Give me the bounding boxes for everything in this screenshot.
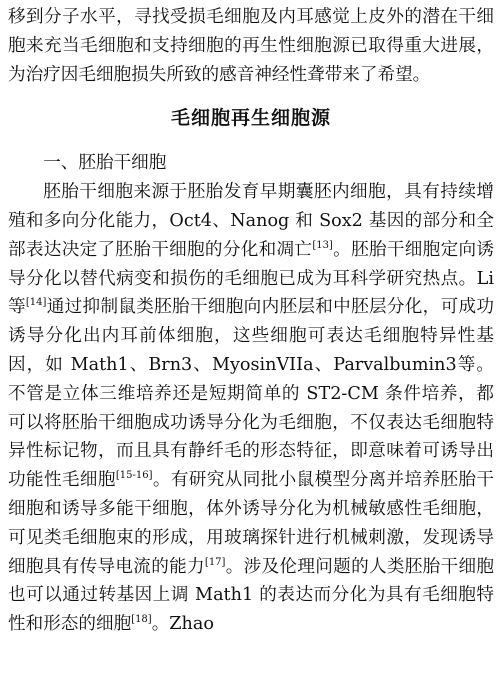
citation-14: [14]: [25, 297, 47, 309]
subsection-heading: 一、胚胎干细胞: [43, 153, 167, 174]
body-text-5: 。涉及伦理问题的人类胚胎干细胞也可以通过转基因上调 Math1 的表达而分化为具有毛细胞特性和形态的细胞: [8, 556, 494, 635]
body-text-3: 通过抑制鼠类胚胎干细胞向内胚层和中胚层分化，可成功诱导分化出内耳前体细胞，这些细胞可表达毛细胞特异性基因，如 Math1、Brn3、MyosinVIIa、Parvalbumin3等。不管是立体三维培养还是短期简单的 ST2-CM 条件培养，都可以将胚胎干细胞成功诱导分化为毛细胞，不仅表达毛细胞特异性标记物，而且具有静纤毛的形态特征，即意味着可诱导出功能性毛细胞: [8, 297, 494, 491]
body-text-2: 。胚胎干细胞定向诱导分化以替代病变和损伤的毛细胞已成为耳科学研究热点。Li 等: [8, 239, 494, 318]
body-text-6: 。Zhao: [151, 614, 214, 635]
body-text-4: 。有研究从同批小鼠模型分离并培养胚胎干细胞和诱导多能干细胞，体外诱导分化为机械敏感性毛细胞，可见类毛细胞束的形成，用玻璃探针进行机械刺激，发现诱导细胞具有传导电流的能力: [8, 470, 494, 577]
body-text-1: 胚胎干细胞来源于胚胎发育早期囊胚内细胞，具有持续增殖和多向分化能力，Oct4、Nanog 和 Sox2 基因的部分和全部表达决定了胚胎干细胞的分化和凋亡: [8, 182, 494, 260]
body-paragraph: [8, 178, 494, 639]
section-heading: 毛细胞再生细胞源: [170, 107, 331, 130]
citation-15-16: [15-16]: [115, 470, 153, 482]
citation-18: [18]: [131, 614, 152, 626]
intro-paragraph: 移到分子水平，寻找受损毛细胞及内耳感觉上皮外的潜在干细胞来充当毛细胞和支持细胞的再生性细胞源已取得重大进展，为治疗因毛细胞损失所致的感音神经性聋带来了希望。: [8, 7, 494, 85]
citation-17: [17]: [204, 556, 226, 568]
citation-13: [13]: [312, 239, 333, 251]
